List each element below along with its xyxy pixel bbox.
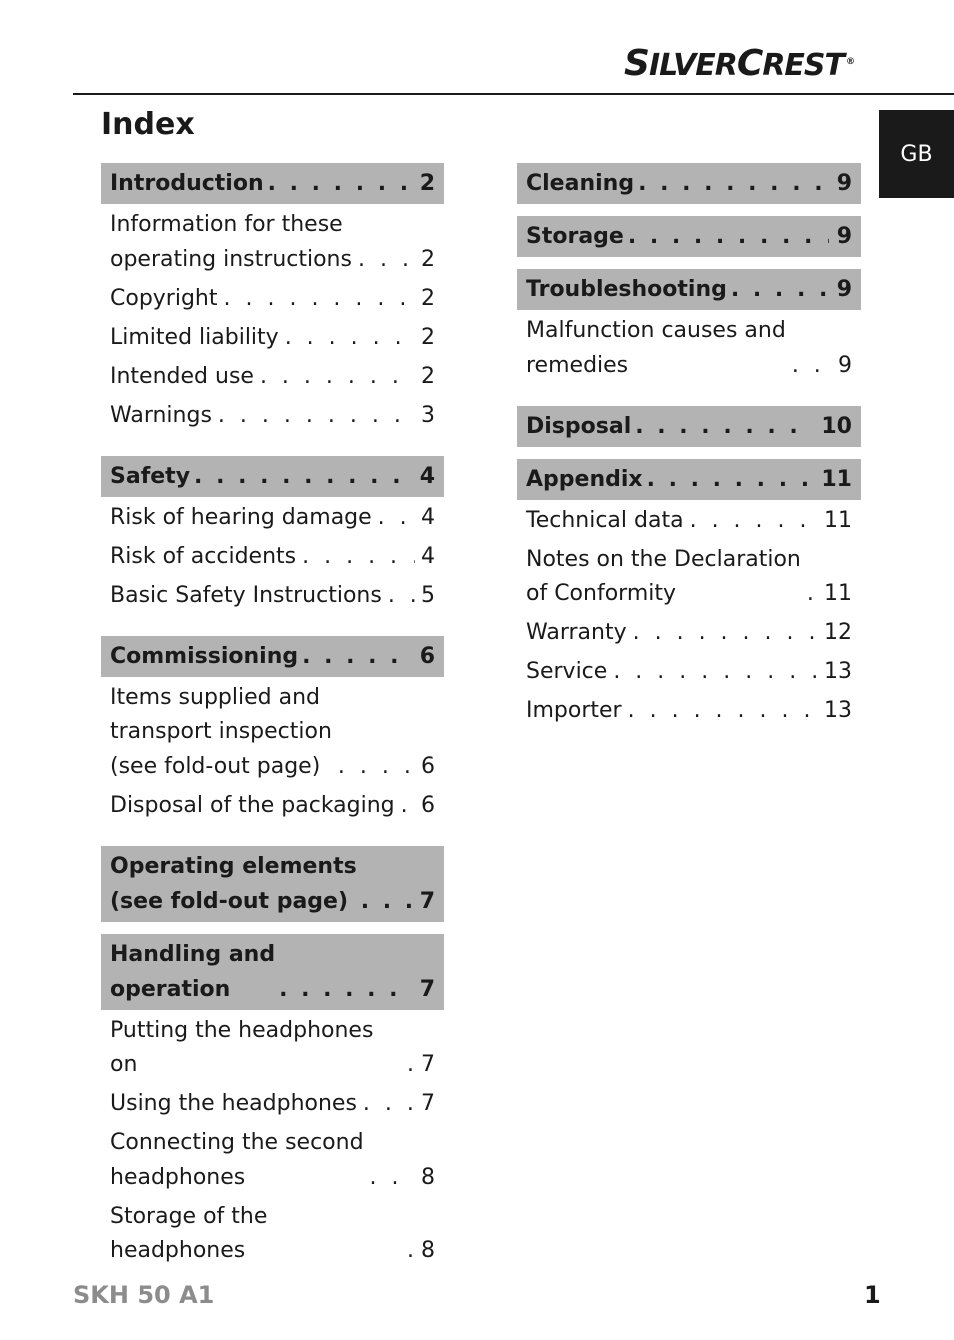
toc-entry[interactable] xyxy=(526,504,852,539)
toc-section-heading[interactable] xyxy=(517,459,861,500)
toc-entry[interactable] xyxy=(526,655,852,690)
toc-left-column xyxy=(101,163,444,1291)
leader-dots xyxy=(690,504,818,539)
entry-title: Malfunction causes and remedies xyxy=(526,318,786,378)
toc-section xyxy=(517,269,861,394)
toc-entry[interactable] xyxy=(526,694,852,729)
entry-title: Storage of the headphones xyxy=(110,1203,268,1263)
section-title: Appendix xyxy=(526,466,643,492)
brand-initial-2: C xyxy=(736,43,763,84)
toc-entry[interactable] xyxy=(110,208,435,277)
toc-entry[interactable] xyxy=(526,314,852,383)
footer-model-number: SKH 50 A1 xyxy=(73,1281,215,1309)
section-title: Safety xyxy=(110,463,191,489)
leader-dots xyxy=(338,750,415,785)
leader-dots xyxy=(807,577,818,612)
toc-entry[interactable] xyxy=(110,1014,435,1083)
toc-entry[interactable] xyxy=(110,1126,435,1195)
leader-dots xyxy=(628,219,829,254)
leader-dots xyxy=(302,639,412,674)
entry-title: Warnings xyxy=(110,402,212,428)
toc-section xyxy=(517,459,861,740)
entry-title: Copyright xyxy=(110,285,218,311)
entry-page-number: 2 xyxy=(421,285,435,311)
leader-dots xyxy=(635,409,813,444)
section-spacer xyxy=(101,618,444,624)
registered-mark: ® xyxy=(846,57,854,67)
leader-dots xyxy=(407,1048,415,1083)
section-title: Operating elements (see fold-out page) xyxy=(110,853,357,914)
language-tab: GB xyxy=(879,110,954,198)
leader-dots xyxy=(388,579,415,614)
entry-page-number: 4 xyxy=(421,543,435,569)
entry-title: Limited liability xyxy=(110,324,279,350)
leader-dots xyxy=(361,884,412,919)
footer-page-number: 1 xyxy=(864,1281,881,1309)
toc-section-heading[interactable] xyxy=(517,163,861,204)
leader-dots xyxy=(268,166,412,201)
entry-page-number: 2 xyxy=(421,324,435,350)
toc-entry-list xyxy=(101,1010,444,1269)
toc-entry[interactable] xyxy=(110,681,435,785)
leader-dots xyxy=(260,360,415,395)
leader-dots xyxy=(633,616,818,651)
leader-dots xyxy=(285,321,415,356)
toc-entry-list xyxy=(517,310,861,383)
leader-dots xyxy=(279,972,412,1007)
section-title: Troubleshooting xyxy=(526,277,727,302)
leader-dots xyxy=(401,789,415,824)
section-title: Disposal xyxy=(526,413,632,439)
toc-section xyxy=(101,934,444,1280)
toc-section xyxy=(101,636,444,834)
leader-dots xyxy=(358,243,415,278)
section-title: Cleaning xyxy=(526,171,635,196)
entry-title: Basic Safety Instructions xyxy=(110,582,382,608)
toc-entry[interactable] xyxy=(110,282,435,317)
toc-section xyxy=(517,216,861,257)
toc-section xyxy=(101,163,444,444)
section-title: Commissioning xyxy=(110,643,299,669)
entry-title: Disposal of the packaging xyxy=(110,792,395,818)
entry-page-number: 12 xyxy=(824,620,852,645)
leader-dots xyxy=(792,349,832,384)
section-spacer xyxy=(517,733,861,739)
section-page-number: 2 xyxy=(419,171,435,196)
toc-entry[interactable] xyxy=(110,399,435,434)
section-page-number: 9 xyxy=(836,171,852,196)
leader-dots xyxy=(378,501,415,536)
entry-title: Service xyxy=(526,659,608,684)
entry-title: Using the headphones xyxy=(110,1091,357,1116)
leader-dots xyxy=(731,272,829,307)
toc-section-heading[interactable] xyxy=(101,163,444,204)
toc-entry[interactable] xyxy=(110,1200,435,1269)
toc-section xyxy=(517,406,861,447)
toc-section xyxy=(517,163,861,204)
toc-entry[interactable] xyxy=(110,321,435,356)
section-page-number: 9 xyxy=(836,277,852,302)
toc-entry[interactable] xyxy=(526,616,852,651)
entry-page-number: 11 xyxy=(824,507,852,533)
toc-section-heading[interactable] xyxy=(101,846,444,922)
leader-dots xyxy=(370,1161,415,1196)
section-page-number: 9 xyxy=(836,224,852,249)
toc-entry-list xyxy=(101,677,444,824)
toc-section xyxy=(101,846,444,922)
toc-entry[interactable] xyxy=(110,1087,435,1122)
entry-page-number: 7 xyxy=(421,1091,435,1116)
leader-dots xyxy=(647,462,814,497)
entry-title: Connecting the second headphones xyxy=(110,1130,364,1190)
leader-dots xyxy=(628,694,818,729)
toc-section-heading[interactable] xyxy=(101,456,444,497)
toc-entry[interactable] xyxy=(110,579,435,614)
toc-entry[interactable] xyxy=(110,360,435,395)
toc-entry[interactable] xyxy=(110,501,435,536)
entry-title: Information for these operating instructions xyxy=(110,212,352,272)
leader-dots xyxy=(224,282,416,317)
entry-page-number: 8 xyxy=(421,1164,435,1190)
toc-section-heading[interactable] xyxy=(517,406,861,447)
leader-dots xyxy=(363,1087,415,1122)
entry-page-number: 7 xyxy=(421,1052,435,1077)
entry-page-number: 11 xyxy=(824,581,852,606)
header-divider xyxy=(73,93,954,95)
brand-word-1: ILVER xyxy=(648,48,737,83)
brand-initial-1: S xyxy=(624,43,649,84)
entry-title: Importer xyxy=(526,698,622,723)
toc-entry-list xyxy=(517,500,861,729)
section-page-number: 10 xyxy=(821,413,852,439)
entry-title: Technical data xyxy=(526,507,684,533)
entry-title: Putting the headphones on xyxy=(110,1017,374,1077)
leader-dots xyxy=(302,540,415,575)
section-title: Introduction xyxy=(110,171,264,196)
entry-page-number: 2 xyxy=(421,246,435,272)
entry-page-number: 2 xyxy=(421,363,435,389)
entry-title: Risk of hearing damage xyxy=(110,504,372,530)
toc-entry[interactable] xyxy=(110,789,435,824)
leader-dots xyxy=(218,399,415,434)
entry-page-number: 4 xyxy=(421,504,435,530)
entry-page-number: 13 xyxy=(824,659,852,684)
section-spacer xyxy=(101,828,444,834)
entry-title: Notes on the Declaration of Conformity xyxy=(526,546,801,606)
entry-title: Intended use xyxy=(110,363,254,389)
toc-right-column xyxy=(517,163,861,751)
entry-page-number: 6 xyxy=(421,753,435,779)
entry-title: Warranty xyxy=(526,620,627,645)
entry-page-number: 5 xyxy=(421,582,435,608)
brand-logo xyxy=(624,44,854,84)
section-title: Storage xyxy=(526,224,624,249)
toc-section-heading[interactable] xyxy=(101,636,444,677)
section-page-number: 11 xyxy=(821,466,852,492)
entry-title: Items supplied and transport inspection (see fold-out page) xyxy=(110,684,332,779)
entry-page-number: 13 xyxy=(824,698,852,723)
section-title: Handling and operation xyxy=(110,941,276,1002)
toc-section-heading[interactable] xyxy=(101,934,444,1010)
section-page-number: 6 xyxy=(419,643,435,669)
entry-page-number: 9 xyxy=(838,352,852,378)
page-title: Index xyxy=(101,107,195,142)
leader-dots xyxy=(613,655,818,690)
toc-section-heading[interactable] xyxy=(517,216,861,257)
section-spacer xyxy=(101,438,444,444)
brand-word-2: REST xyxy=(762,48,844,83)
section-spacer xyxy=(517,388,861,394)
entry-title: Risk of accidents xyxy=(110,543,297,569)
toc-section xyxy=(101,456,444,624)
toc-entry-list xyxy=(101,497,444,614)
entry-page-number: 3 xyxy=(421,402,435,428)
toc-entry[interactable] xyxy=(110,540,435,575)
leader-dots xyxy=(638,166,829,201)
section-page-number: 7 xyxy=(419,976,435,1002)
section-spacer xyxy=(101,1273,444,1279)
toc-entry-list xyxy=(101,204,444,433)
entry-page-number: 8 xyxy=(421,1238,435,1263)
leader-dots xyxy=(194,459,412,494)
leader-dots xyxy=(407,1234,415,1269)
section-page-number: 7 xyxy=(419,888,435,914)
toc-section-heading[interactable] xyxy=(517,269,861,310)
toc-entry[interactable] xyxy=(526,543,852,612)
entry-page-number: 6 xyxy=(421,792,435,818)
section-page-number: 4 xyxy=(419,463,435,489)
